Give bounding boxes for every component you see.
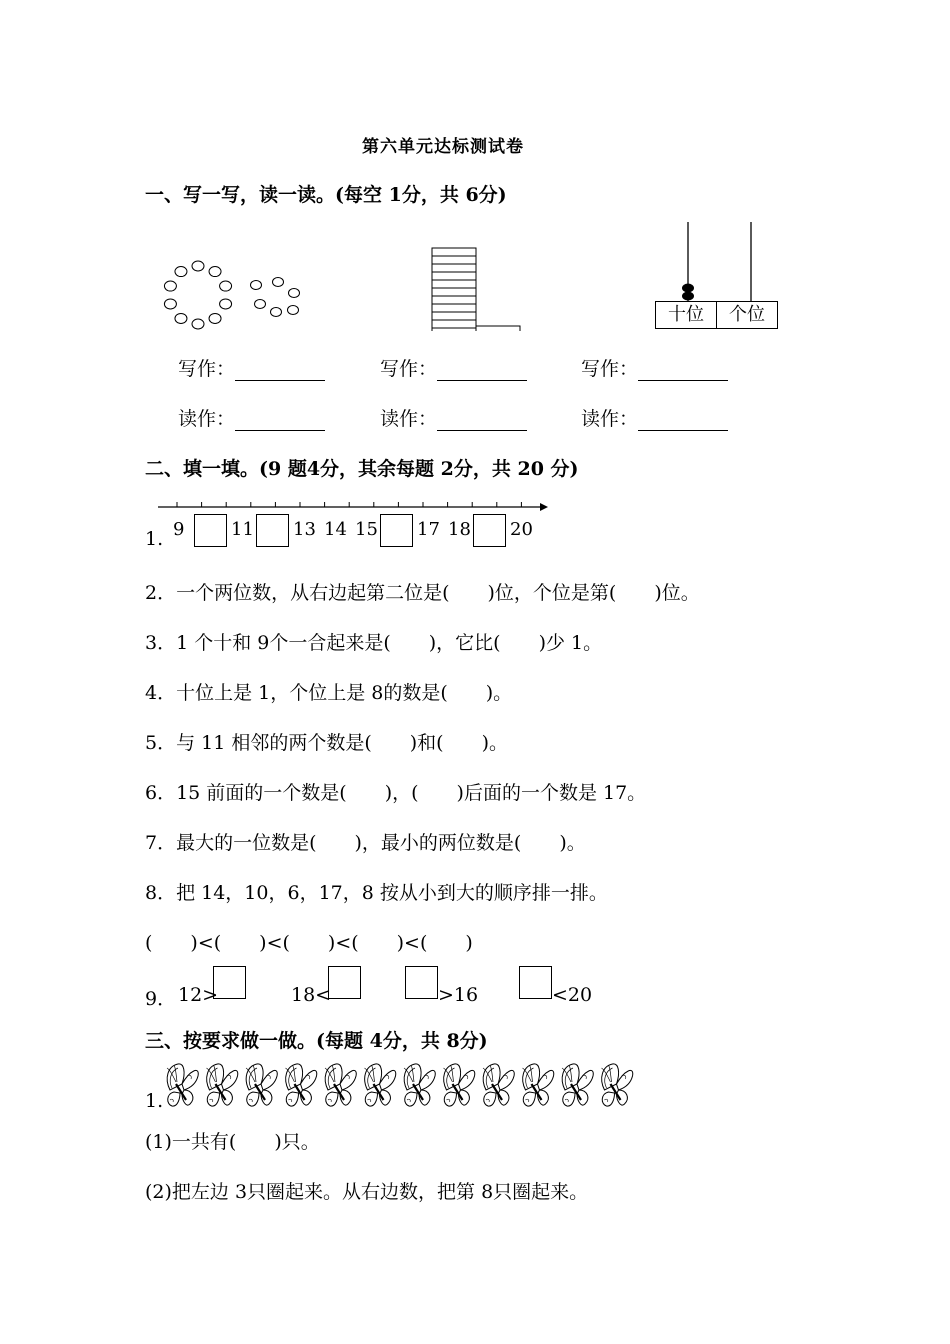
write-field-2[interactable]: 写作： — [380, 354, 527, 381]
nl-answer-box-2[interactable] — [256, 514, 289, 547]
butterfly-icon — [523, 1064, 554, 1106]
question-3: 3．1 个十和 9个一合起来是( )，它比( )少 1。 — [145, 632, 603, 654]
q9-b-text: 18< — [291, 984, 332, 1006]
abacus — [655, 220, 780, 330]
butterflies-row — [162, 1058, 642, 1110]
butterfly-icon — [167, 1064, 198, 1106]
butterfly-icon — [325, 1064, 356, 1106]
place-value-table — [655, 301, 778, 329]
nl-label-18: 18 — [448, 519, 471, 540]
question-8: 8．把 14，10，6，17，8 按从小到大的顺序排一排。 — [145, 882, 608, 904]
q9-d-text: <20 — [552, 984, 593, 1006]
loose-sticks — [476, 326, 520, 331]
butterfly-icon — [404, 1064, 435, 1106]
write-field-1[interactable]: 写作： — [178, 354, 325, 381]
circle-ring-group — [164, 261, 231, 329]
ring-circle — [209, 267, 221, 277]
section3-heading: 三、按要求做一做。(每题 4分，共 8分) — [145, 1030, 488, 1052]
butterfly-icon — [602, 1064, 633, 1106]
tens-label: 十位 — [668, 304, 704, 325]
question-5: 5．与 11 相邻的两个数是( )和( )。 — [145, 732, 508, 754]
question-8-order: ( )<( )<( )<( )<( ) — [145, 932, 473, 954]
butterfly-icon — [444, 1064, 475, 1106]
question-7: 7．最大的一位数是( )，最小的两位数是( )。 — [145, 832, 586, 854]
loose-circle — [271, 308, 282, 317]
nl-answer-box-1[interactable] — [194, 514, 227, 547]
read-blank-2[interactable] — [437, 412, 527, 431]
nl-label-11: 11 — [231, 519, 254, 540]
q9-a-text: 12> — [178, 984, 219, 1006]
page-title: 第六单元达标测试卷 — [362, 137, 524, 157]
sticks-picture — [430, 246, 525, 331]
ring-circle — [192, 319, 204, 329]
nl-answer-box-3[interactable] — [380, 514, 413, 547]
nl-label-14: 14 — [324, 519, 347, 540]
question-6: 6．15 前面的一个数是( )，( )后面的一个数是 17。 — [145, 782, 647, 804]
q1-label: 1. — [145, 528, 164, 550]
q9-box-a[interactable] — [213, 966, 246, 999]
butterfly-icon — [207, 1064, 238, 1106]
q9-box-b[interactable] — [328, 966, 361, 999]
number-line — [158, 495, 550, 515]
nl-label-13: 13 — [293, 519, 316, 540]
write-blank-2[interactable] — [437, 362, 527, 381]
ring-circle — [164, 299, 176, 309]
section2-heading: 二、填一填。(9 题4分，其余每题 2分，共 20 分) — [145, 458, 579, 480]
nl-answer-box-4[interactable] — [473, 514, 506, 547]
question-2: 2．一个两位数，从右边起第二位是( )位，个位是第( )位。 — [145, 582, 700, 604]
s3-question-1-1: (1)一共有( )只。 — [145, 1131, 320, 1153]
circles-picture — [160, 255, 310, 335]
nl-label-9: 9 — [173, 519, 185, 540]
butterfly-icon — [286, 1064, 317, 1106]
nl-label-17: 17 — [417, 519, 440, 540]
q9-label: 9． — [145, 988, 177, 1010]
q9-box-c[interactable] — [405, 966, 438, 999]
write-blank-1[interactable] — [235, 362, 325, 381]
butterfly-icon — [365, 1064, 396, 1106]
loose-circle — [289, 289, 300, 298]
butterfly-icon — [483, 1064, 514, 1106]
nl-label-20: 20 — [510, 519, 533, 540]
loose-circles-group — [251, 278, 300, 317]
ring-circle — [220, 281, 232, 291]
write-field-3[interactable]: 写作： — [581, 354, 728, 381]
ring-circle — [192, 261, 204, 271]
loose-circle — [251, 281, 262, 290]
read-blank-3[interactable] — [638, 412, 728, 431]
read-field-3[interactable]: 读作： — [581, 404, 728, 431]
ring-circle — [209, 313, 221, 323]
read-field-2[interactable]: 读作： — [380, 404, 527, 431]
read-blank-1[interactable] — [235, 412, 325, 431]
section1-heading: 一、写一写，读一读。(每空 1分，共 6分) — [145, 184, 507, 206]
write-blank-3[interactable] — [638, 362, 728, 381]
ring-circle — [164, 281, 176, 291]
q9-c-text: >16 — [438, 984, 479, 1006]
stick-bundle — [432, 248, 476, 331]
loose-circle — [288, 306, 299, 315]
butterfly-icon — [246, 1064, 277, 1106]
read-field-1[interactable]: 读作： — [178, 404, 325, 431]
s3-q1-label: 1. — [145, 1090, 164, 1112]
nl-label-15: 15 — [355, 519, 378, 540]
s3-question-1-2: (2)把左边 3只圈起来。从右边数，把第 8只圈起来。 — [145, 1181, 589, 1203]
ring-circle — [175, 267, 187, 277]
ones-label: 个位 — [716, 302, 777, 328]
loose-circle — [273, 278, 284, 287]
abacus-rods — [655, 220, 780, 302]
q9-box-d[interactable] — [519, 966, 552, 999]
question-4: 4．十位上是 1，个位上是 8的数是( )。 — [145, 682, 513, 704]
butterfly-icon — [562, 1064, 593, 1106]
abacus-bead — [682, 284, 694, 293]
ring-circle — [175, 313, 187, 323]
loose-circle — [255, 300, 266, 309]
abacus-bead — [682, 292, 694, 301]
ring-circle — [220, 299, 232, 309]
